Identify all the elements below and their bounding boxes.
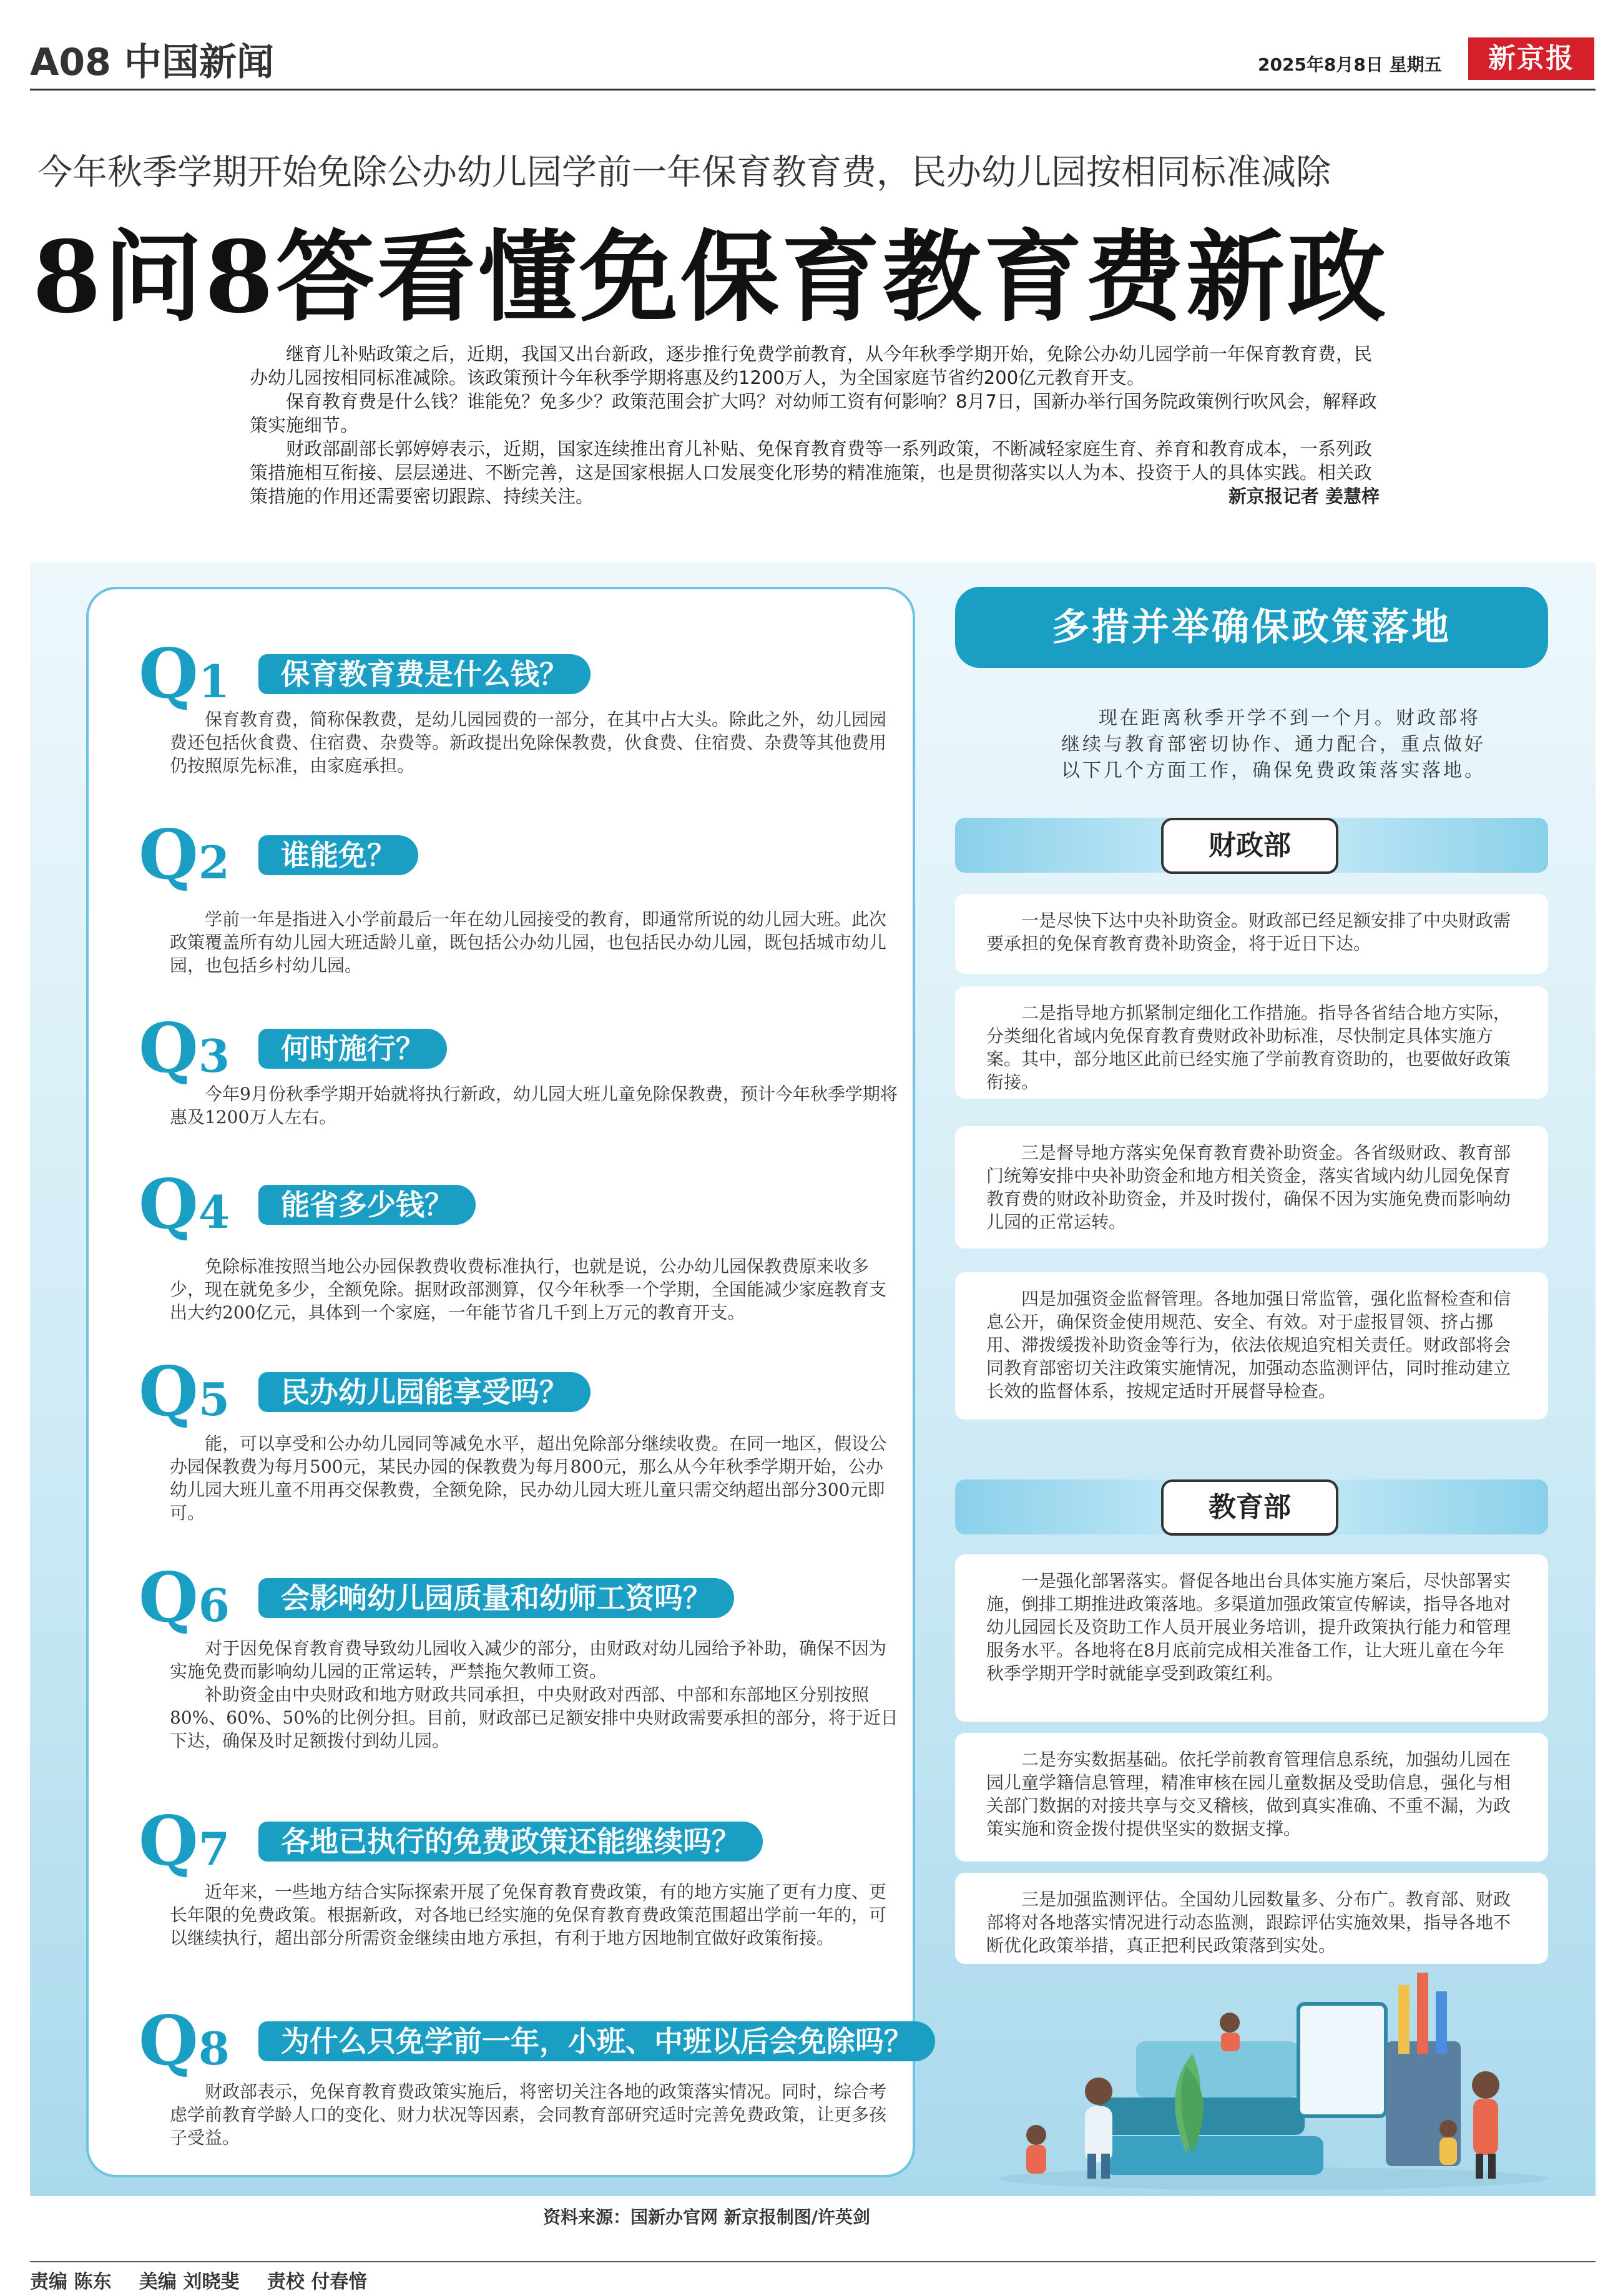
staff-credits <box>30 2266 388 2294</box>
issue-date: 2025年8月8日 星期五 <box>1258 54 1442 75</box>
designer-credit: 美编 刘晓斐 <box>139 2271 240 2293</box>
question-number: Q8 <box>139 2000 230 2081</box>
measure-card: 三是加强监测评估。全国幼儿园数量多、分布广。教育部、财政部将对各地落实情况进行动态监测，跟踪评估实施效果，指导各地不断优化政策举措，真正把利民政策落到实处。 <box>955 1873 1548 1964</box>
measure-card: 二是夯实数据基础。依托学前教育管理信息系统，加强幼儿园在园儿童学籍信息管理，精准审核在园儿童数据及受助信息，强化与相关部门数据的对接共享与交叉稽核，做到真实准确、不重不漏，为政策实施和资金拨付提供坚实的数据支撑。 <box>955 1733 1548 1862</box>
measure-card: 三是督导地方落实免保育教育费补助资金。各省级财政、教育部门统筹安排中央补助资金和地方相关资金，落实省域内幼儿园免保育教育费的财政补助资金，并及时拨付，确保不因为实施免费而影响幼儿园的正常运转。 <box>955 1126 1548 1249</box>
source-credit: 资料来源：国新办官网 新京报制图/许英剑 <box>543 2207 870 2227</box>
answer-text: 今年9月份秋季学期开始就将执行新政，幼儿园大班儿童免除保教费，预计今年秋季学期将惠及1200万人左右。 <box>170 1084 898 1127</box>
question-number: Q3 <box>139 1008 230 1088</box>
question-label: 民办幼儿园能享受吗？ <box>258 1372 591 1412</box>
question-label: 会影响幼儿园质量和幼师工资吗？ <box>258 1578 734 1618</box>
footer-divider <box>30 2261 1596 2262</box>
measures-intro: 现在距离秋季开学不到一个月。财政部将继续与教育部密切协作、通力配合，重点做好以下几个方面工作，确保免费政策落实落地。 <box>1061 707 1486 782</box>
question-label: 何时施行？ <box>258 1029 447 1069</box>
intro-paragraph: 保育教育费是什么钱？谁能免？免多少？政策范围会扩大吗？对幼师工资有何影响？8月7日，国新办举行国务院政策例行吹风会，解释政策实施细节。 <box>250 391 1377 436</box>
education-illustration <box>949 1966 1573 2191</box>
question-label: 谁能免？ <box>258 835 418 875</box>
measures-banner: 多措并举确保政策落地 <box>955 587 1548 668</box>
intro-paragraph: 财政部副部长郭婷婷表示，近期，国家连续推出育儿补贴、免保育教育费等一系列政策，不断减轻家庭生育、养育和教育成本，一系列政策措施相互衔接、层层递进、不断完善，这是国家根据人口发展变化形势的精准施策，也是贯彻落实以人为本、投资于人的具体实践。相关政策措施的作用还需要密切跟踪、持续关注。 <box>250 438 1373 507</box>
question-number: Q5 <box>139 1351 230 1431</box>
subheadline: 今年秋季学期开始免除公办幼儿园学前一年保育教育费，民办幼儿园按相同标准减除 <box>37 152 1331 193</box>
intro-text <box>250 342 1380 508</box>
newspaper-logo: 新京报 <box>1468 37 1594 80</box>
measure-card: 一是强化部署落实。督促各地出台具体实施方案后，尽快部署实施，倒排工期推进政策落地。多渠道加强政策宣传解读，指导各地对幼儿园园长及资助工作人员开展业务培训，提升政策执行能力和管理服务水平。各地将在8月底前完成相关准备工作，让大班儿童在今年秋季学期开学时就能享受到政策红利。 <box>955 1554 1548 1722</box>
question-label: 为什么只免学前一年，小班、中班以后会免除吗？ <box>258 2021 935 2061</box>
proof-credit: 责校 付春愔 <box>267 2271 368 2293</box>
answer-text: 对于因免保育教育费导致幼儿园收入减少的部分，由财政对幼儿园给予补助，确保不因为实施免费而影响幼儿园的正常运转，严禁拖欠教师工资。 补助资金由中央财政和地方财政共同承担，中央财政对西部、中部和东部地区分别按照80%、60%、50%的比例分担。目前，财政部已足额安排中央财政需要承担的部分，将于近日下达，确保及时足额拨付到幼儿园。 <box>170 1638 898 1751</box>
question-number: Q7 <box>139 1800 230 1881</box>
question-label: 各地已执行的免费政策还能继续吗？ <box>258 1822 763 1862</box>
measure-card: 二是指导地方抓紧制定细化工作措施。指导各省结合地方实际，分类细化省域内免保育教育费财政补助标准，尽快制定具体实施方案。其中，部分地区此前已经实施了学前教育资助的，也要做好政策衔接。 <box>955 986 1548 1099</box>
answer-text: 能，可以享受和公办幼儿园同等减免水平，超出免除部分继续收费。在同一地区，假设公办园保教费为每月500元，某民办园的保教费为每月800元，那么从今年秋季学期开始，公办幼儿园大班儿童不用再交保教费，全额免除，民办幼儿园大班儿童只需交纳超出部分300元即可。 <box>170 1433 887 1523</box>
section-label: A08 中国新闻 <box>30 41 274 84</box>
answer-text: 近年来，一些地方结合实际探索开展了免保育教育费政策，有的地方实施了更有力度、更长年限的免费政策。根据新政，对各地已经实施的免保育教育费政策范围超出学前一年的，可以继续执行，超出部分所需资金继续由地方承担，有利于地方因地制宜做好政策衔接。 <box>170 1881 887 1948</box>
dept-title-finance: 财政部 <box>1161 818 1338 874</box>
answer-text: 学前一年是指进入小学前最后一年在幼儿园接受的教育，即通常所说的幼儿园大班。此次政策覆盖所有幼儿园大班适龄儿童，既包括公办幼儿园，也包括民办幼儿园，既包括城市幼儿园，也包括乡村幼儿园。 <box>170 909 887 976</box>
byline: 新京报记者 姜慧梓 <box>1228 486 1380 507</box>
measure-card: 四是加强资金监督管理。各地加强日常监管，强化监督检查和信息公开，确保资金使用规范、安全、有效。对于虚报冒领、挤占挪用、滞拨缓拨补助资金等行为，依法依规追究相关责任。财政部将会同教育部密切关注政策实施情况，加强动态监测评估，同时推动建立长效的监督体系，按规定适时开展督导检查。 <box>955 1272 1548 1420</box>
answer-text: 保育教育费，简称保教费，是幼儿园园费的一部分，在其中占大头。除此之外，幼儿园园费还包括伙食费、住宿费、杂费等。新政提出免除保教费，伙食费、住宿费、杂费等其他费用仍按照原先标准，由家庭承担。 <box>170 709 887 776</box>
intro-paragraph: 继育儿补贴政策之后，近期，我国又出台新政，逐步推行免费学前教育，从今年秋季学期开始，免除公办幼儿园学前一年保育教育费，民办幼儿园按相同标准减除。该政策预计今年秋季学期将惠及约1200万人，为全国家庭节省约200亿元教育开支。 <box>250 343 1373 388</box>
question-number: Q4 <box>139 1164 230 1244</box>
question-number: Q1 <box>139 633 230 714</box>
header-divider <box>30 89 1596 91</box>
measure-card: 一是尽快下达中央补助资金。财政部已经足额安排了中央财政需要承担的免保育教育费补助资金，将于近日下达。 <box>955 894 1548 974</box>
dept-title-education: 教育部 <box>1161 1479 1338 1536</box>
qa-panel <box>86 587 915 2177</box>
headline: 8问8答看懂免保育教育费新政 <box>32 220 1388 335</box>
editor-credit: 责编 陈东 <box>30 2271 112 2293</box>
question-label: 能省多少钱？ <box>258 1185 476 1225</box>
question-label: 保育教育费是什么钱？ <box>258 654 591 694</box>
question-number: Q2 <box>139 814 230 895</box>
answer-text: 免除标准按照当地公办园保教费收费标准执行，也就是说，公办幼儿园保教费原来收多少，现在就免多少，全额免除。据财政部测算，仅今年秋季一个学期，全国能减少家庭教育支出大约200亿元，具体到一个家庭，一年能节省几千到上万元的教育开支。 <box>170 1256 887 1323</box>
question-number: Q6 <box>139 1557 230 1637</box>
answer-text: 财政部表示，免保育教育费政策实施后，将密切关注各地的政策落实情况。同时，综合考虑学前教育学龄人口的变化、财力状况等因素，会同教育部研究适时完善免费政策，让更多孩子受益。 <box>170 2081 887 2148</box>
